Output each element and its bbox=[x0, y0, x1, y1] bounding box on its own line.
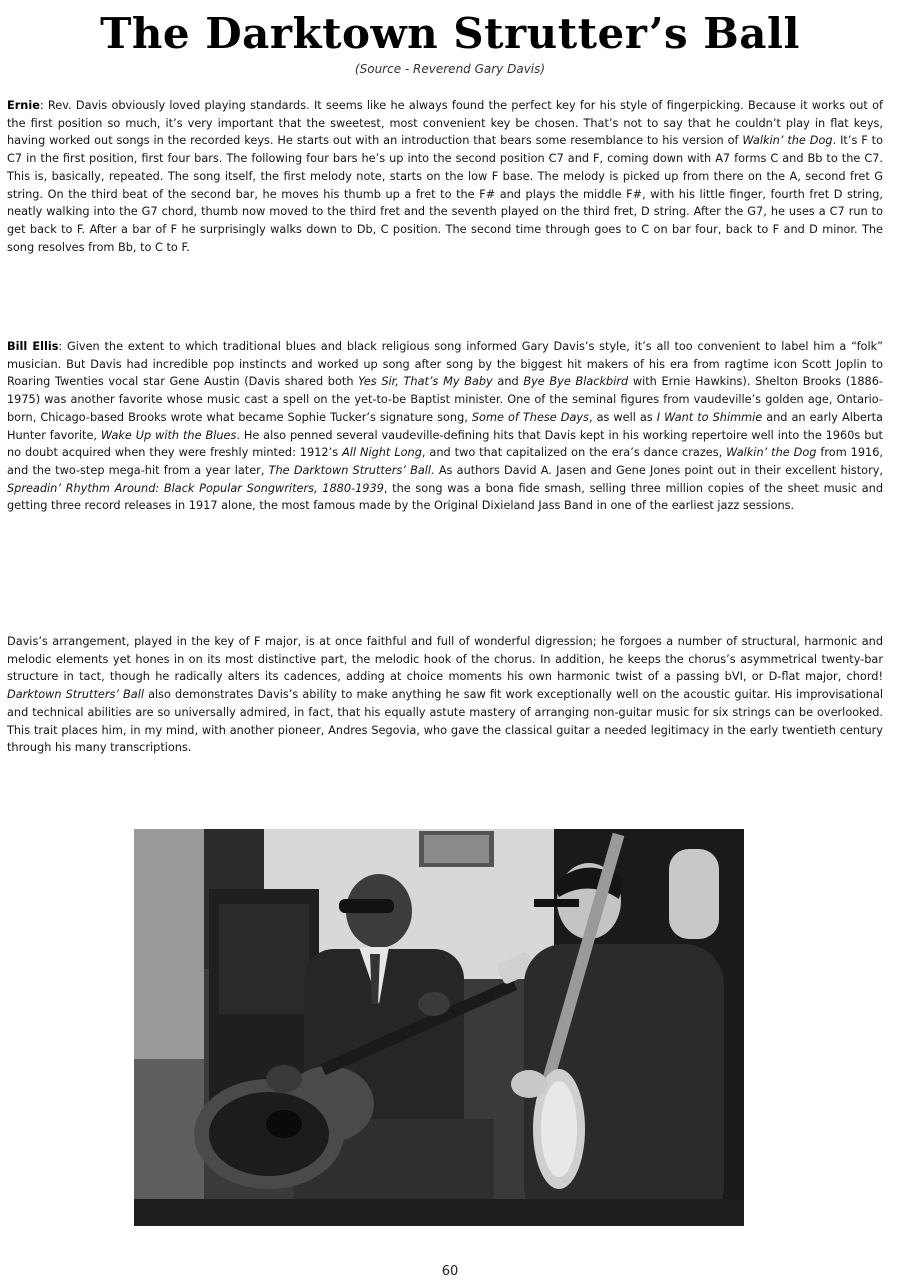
page-number: 60 bbox=[441, 1264, 459, 1279]
page-title: The Darktown Strutter’s Ball bbox=[100, 9, 800, 58]
song-title: Walkin’ the Dog bbox=[742, 134, 833, 148]
song-title: Spreadin’ Rhythm Around: Black Popular Songwriters, 1880-1939 bbox=[7, 481, 384, 495]
song-title: The Darktown Strutters’ Ball bbox=[268, 463, 432, 477]
source-subtitle: (Source - Reverend Gary Davis) bbox=[354, 62, 546, 76]
song-title: Bye Bye Blackbird bbox=[523, 375, 629, 389]
song-title: Some of These Days bbox=[471, 410, 589, 424]
speaker-name: Bill Ellis bbox=[7, 340, 59, 353]
song-title: All Night Long bbox=[342, 446, 422, 460]
song-title: Walkin’ the Dog bbox=[726, 446, 817, 460]
paragraph-arrangement: Davis’s arrangement, played in the key of F major, is at once faithful and full of wonderful digression; he forgoes a number of structural, harmonic and melodic elements yet hones in on its most distinctive part, the melodic hook of the chorus. In addition, he keeps the chorus’s asymmetrical twenty-bar structure in tact, though he radically alters its cadences, adding at choice moments his own harmonic twist of a passing bVI, or D-flat major, chord! Darktown Strutters’ Ball also demonstrates Davis’s ability to make anything he saw fit work exceptionally well on the acoustic guitar. His improvisational and technical abilities are so universally admired, in fact, that his equally astute mastery of arranging non-guitar music for six strings can be overlooked. This trait places him, in my mind, with another pioneer, Andres Segovia, who gave the classical guitar a needed legitimacy in the early twentieth century through his many transcriptions. bbox=[7, 635, 884, 755]
song-title: Yes Sir, That’s My Baby bbox=[358, 375, 493, 389]
song-title: Darktown Strutters’ Ball bbox=[7, 688, 145, 702]
song-title: Wake Up with the Blues bbox=[100, 428, 237, 442]
paragraph-ernie: Ernie: Rev. Davis obviously loved playing standards. It seems like he always found the perfect key for his style of fingerpicking. Because it works out of the first position so much, it’s very important that the sweetest, most convenient key be chosen. That’s not to say that he couldn’t play in flat keys, having worked out songs in the recorded keys. He starts out with an introduction that bears some resemblance to his version of Walkin’ the Dog. It’s F to C7 in the first position, first four bars. The following four bars he’s up into the second position C7 and F, coming down with A7 forms C and Bb to the C7. This is, basically, repeated. The song itself, the first melody note, starts on the low F base. The melody is picked up from there on the A, second fret G string. On the third beat of the second bar, he moves his thumb up a fret to the F# and plays the middle F#, with his little finger, fourth fret D string, neatly walking into the G7 chord, thumb now moved to the third fret and the seventh played on the third fret, D string. After the G7, he uses a C7 run to get back to F. After a bar of F he surprisingly walks down to Db, C position. The second time through goes to C on bar four, back to F and D minor. The song resolves from Bb, to C to F. bbox=[7, 99, 883, 254]
speaker-name: Ernie bbox=[7, 99, 40, 112]
photograph-icon bbox=[134, 829, 744, 1226]
paragraph-bill-ellis: Bill Ellis: Given the extent to which traditional blues and black religious song informed Gary Davis’s style, it’s all too convenient to label him a “folk” musician. But Davis had incredible pop instincts and worked up song after song by the biggest hit makers of his era from ragtime icon Scott Joplin to Roaring Twenties vocal star Gene Austin (Davis shared both Yes Sir, That’s My Baby and Bye Bye Blackbird with Ernie Hawkins). Shelton Brooks (1886-1975) was another favorite whose music cast a spell on the yet-to-be Baptist minister. One of the seminal figures from vaudeville’s golden age, Ontario-born, Chicago-based Brooks wrote what became Sophie Tucker’s signature song, Some of These Days, as well as I Want to Shimmie and an early Alberta Hunter favorite, Wake Up with the Blues. He also penned several vaudeville-defining hits that Davis kept in his working repertoire well into the 1960s but no doubt acquired when they were freshly minted: 1912’s All Night Long, and two that capitalized on the era’s dance crazes, Walkin’ the Dog from 1916, and the two-step mega-hit from a year later, The Darktown Strutters’ Ball. As authors David A. Jasen and Gene Jones point out in their excellent history, Spreadin’ Rhythm Around: Black Popular Songwriters, 1880-1939, the song was a bona fide smash, selling three million copies of the sheet music and getting three record releases in 1917 alone, the most famous made by the Original Dixieland Jass Band in one of the earliest jazz sessions. bbox=[7, 340, 884, 513]
song-title: I Want to Shimmie bbox=[656, 410, 763, 424]
